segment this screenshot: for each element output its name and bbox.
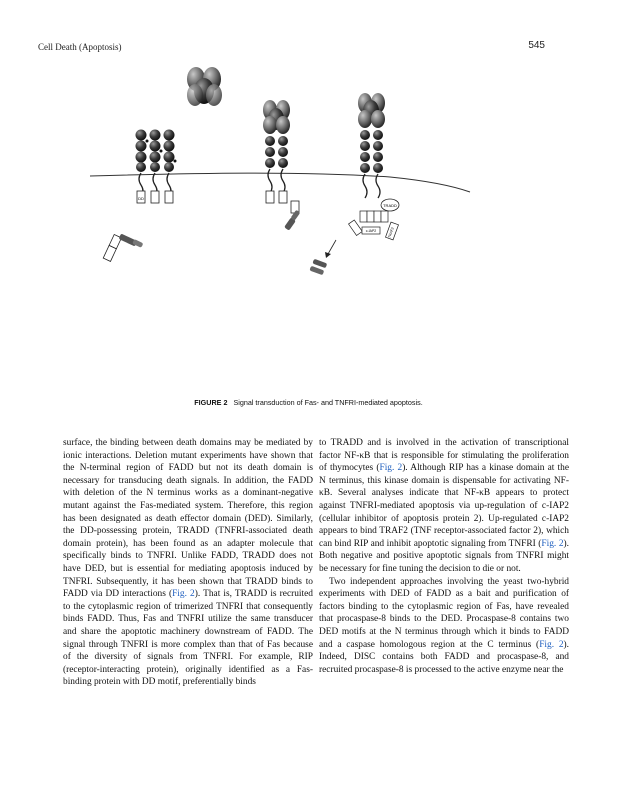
right-text-2: ). Although RIP has a kinase domain at the N terminus, this kinase domain is dispensable for activating NF-κB. Several analyses indicate that NF-κB appears to protect against TNFRI-mediated apoptosis via up-regulation of c-IAP2 (cellular inhibitor of apoptosis protein 2). Up-regulated c-IAP2 appears to bind TRAF2 (TNF receptor-associated factor 2), which can bind RIP and inhibit apoptotic signaling from TNFRI ( — [319, 463, 570, 549]
apoptosis-pathway-diagram — [0, 55, 617, 390]
left-text-1: surface, the binding between death domains may be mediated by ionic interactions. Deletion mutant experiments have shown that the N-terminal region of FADD but not its death domain is necessary for transducing death signals. In addition, the FADD with deletion of the N terminus works as a dominant-negative mutant against the Fas-mediated system. Therefore, this region has been designated as death effector domain (DED). Similarly, the DD-possessing protein, TRADD (TNFRI-associated death domain protein), has been found as an adapter molecule that specifically binds to TNFRI. Unlike FADD, TRADD does not have DED, but is essential for mediating apoptosis induced by TNFRI. Subsequently, it has been shown that TRADD binds to FADD via DD interactions ( — [63, 438, 313, 600]
right-text-1: to TRADD and is involved in the activation of transcriptional factor NF-κB that is responsible for stimulating the proliferation of thymocytes ( — [319, 438, 569, 474]
page-number: 545 — [528, 40, 545, 51]
figure-link[interactable]: Fig. 2 — [539, 639, 564, 650]
ligand-bound-receptor — [263, 100, 299, 213]
traf2-label: TRAF2 — [387, 226, 395, 239]
tnfri-complex — [349, 93, 399, 240]
right-paragraph-1 — [319, 437, 569, 576]
cell-membrane — [90, 173, 470, 192]
figure-link[interactable]: Fig. 2 — [172, 589, 195, 600]
right-text-5: ). Indeed, DISC contains both FADD and procaspase-8, and recruited procaspase-8 is processed to the active enzyme near the — [319, 639, 569, 675]
fadd-free — [103, 234, 121, 261]
left-column — [63, 437, 313, 689]
right-text-4: Two independent approaches involving the yeast two-hybrid experiments with DED of FADD as a bait and purification of factors binding to the cytoplasmic region of Fas, have revealed that procaspase-8 binds to the DED. Procaspase-8 contains two DED motifs at the N terminus through which it binds to FADD and a caspase homologous region at the C terminus ( — [319, 576, 569, 650]
left-text-2: ). That is, TRADD is recruited to the cytoplasmic region of trimerized TNFRI that consequently binds FADD. Thus, Fas and TNFRI utilize the same transducer and share the apoptotic machinery downstream of FADD. The signal through TNFRI is more complex than that of Fas because of the diversity of signals from TNFRI. For example, RIP (receptor-interacting protein), originally identified as a Fas-binding protein with DD motif, preferentially binds — [63, 589, 313, 688]
right-text-3: ). Both negative and positive apoptotic signals from TNFRI might be necessary for fine tuning the decision to die or not. — [319, 538, 569, 574]
figure-caption-text: Signal transduction of Fas- and TNFRI-mediated apoptosis. — [233, 398, 423, 407]
ciap2-label: c-IAP2 — [365, 229, 377, 233]
caspase-free — [119, 233, 144, 247]
figure-link[interactable]: Fig. 2 — [379, 463, 403, 474]
running-head: Cell Death (Apoptosis) — [38, 42, 122, 52]
right-paragraph-2 — [319, 576, 569, 677]
caspase-release — [309, 240, 336, 275]
figure-link[interactable]: Fig. 2 — [541, 538, 564, 549]
right-column — [319, 437, 569, 676]
tradd-label: TRADD — [383, 203, 397, 208]
ligand-trimer — [187, 67, 222, 106]
receptor-monomers — [136, 130, 177, 204]
figure-label: FIGURE 2 — [194, 398, 228, 407]
left-paragraph — [63, 437, 313, 689]
figure-caption — [0, 398, 617, 407]
dd-label: DD — [138, 196, 144, 201]
